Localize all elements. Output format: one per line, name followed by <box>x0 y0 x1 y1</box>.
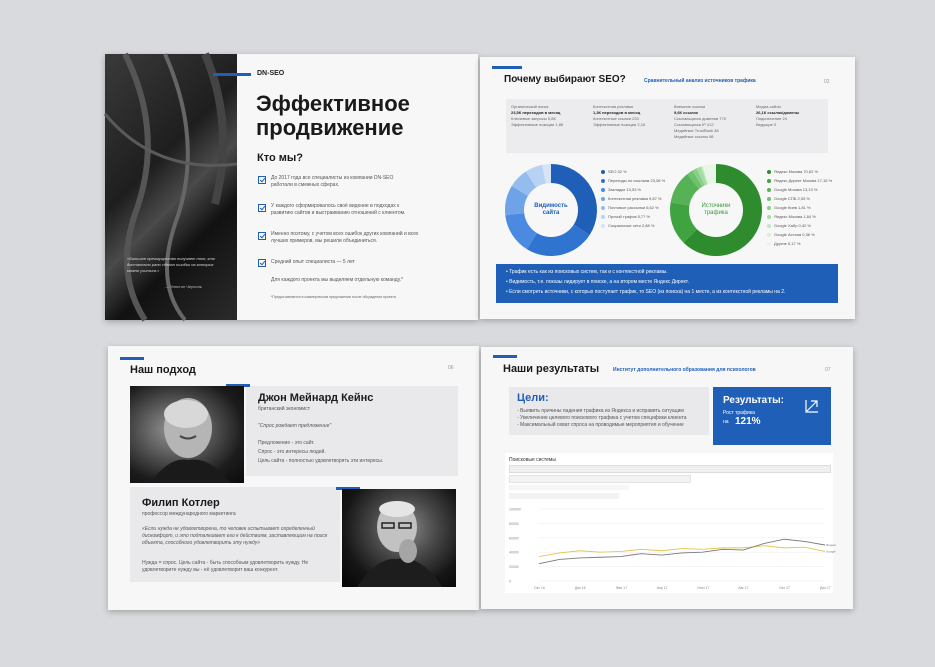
col-row: Подключение 24 <box>756 116 787 121</box>
legend-item <box>767 169 818 174</box>
person1-name: Джон Мейнард Кейнс <box>258 392 374 404</box>
summary-bullet: • Видимость, т.е. показы лидирует в поиске, а на втором месте Яндекс Директ. <box>506 279 689 285</box>
x-tick-label: Дек 17 <box>820 586 831 590</box>
goal-item: - Увеличение целевого поискового трафика с учетом специфики клиента <box>517 415 687 421</box>
who-we-are-heading: Кто мы? <box>257 152 303 164</box>
brochure-page-why-seo <box>480 57 855 319</box>
legend-dot <box>601 206 605 210</box>
goals-title: Цели: <box>517 392 549 404</box>
brochure-page-results <box>481 347 853 609</box>
col-header: Медиа-сайты <box>756 104 781 109</box>
brand-label: DN-SEO <box>257 70 285 77</box>
accent-bar <box>493 355 517 358</box>
person1-text: Цель сайта - полностью удовлетворять эти интересы. <box>258 458 384 464</box>
col-row: Эффективные позиции 1,8К <box>511 122 564 127</box>
col-header: Контекстная реклама <box>593 104 633 109</box>
donut2-label-line: Источники <box>701 203 731 209</box>
headline-line-2: продвижение <box>256 115 404 140</box>
page-subtitle: Институт дополнительного образования для психологов <box>613 367 756 373</box>
donut2-label <box>689 203 743 217</box>
person2-name: Филип Котлер <box>142 497 220 509</box>
series-label: Google <box>826 549 836 554</box>
legend-item <box>601 187 641 192</box>
x-tick-label: Апр 17 <box>656 586 668 590</box>
col-value: 9,6К ссылок <box>674 110 698 115</box>
architecture-photo <box>105 54 237 320</box>
x-tick-label: Дек 16 <box>574 586 586 590</box>
stats-col <box>593 104 668 128</box>
check-icon <box>258 176 266 184</box>
page-subtitle: Сравнительный анализ источников трафика <box>644 78 756 84</box>
point-text: У каждого сформировалось своё видение в подходах к развитию сайтов и выстраиванию отношений с клиентом. <box>271 203 406 216</box>
donut2-label-line: трафика <box>704 210 728 216</box>
person2-text: Нужда = спрос. Цель сайта - быть способным удовлетворить нужду. Не удовлетворите нужду вы - её удовлетворит ваш конкурент. <box>142 560 309 573</box>
x-tick-label: Фев 17 <box>615 586 628 590</box>
col-row: Медийные ссылок 98 <box>674 134 714 139</box>
point-text: Именно поэтому, с учетом всех ошибок других компаний и всех лучших примеров, мы решили объединиться. <box>271 231 419 244</box>
donut1-label-line: сайта <box>542 210 560 216</box>
legend-label: Прочий трафик 5,77 % <box>608 214 651 219</box>
y-tick-label: 0 <box>509 579 511 584</box>
panel-title: Поисковые системы <box>509 457 556 463</box>
col-row: Контекстные ссылки 220 <box>593 116 639 121</box>
footnote: *Предоставляется в коммерческом предложении после обсуждения проекта <box>271 295 396 299</box>
y-tick-label: 80000 <box>509 521 519 526</box>
legend-label: Google Астана 0,36 % <box>774 232 815 237</box>
legend-dot <box>767 170 771 174</box>
legend-dot <box>767 179 771 183</box>
stats-col <box>756 104 826 128</box>
legend-dot <box>767 242 771 246</box>
series-line <box>539 546 825 557</box>
legend-dot <box>767 206 771 210</box>
legend-label: Яндекс Директ Москва 17,15 % <box>774 178 833 183</box>
goals-box <box>509 387 709 435</box>
accent-bar <box>213 73 251 76</box>
x-tick-label: Окт 17 <box>779 586 790 590</box>
trend-up-icon <box>805 399 819 413</box>
brochure-page-approach <box>108 346 479 610</box>
col-row: Ведущие 0 <box>756 122 777 127</box>
col-row: Ссылающихся доменов 770 <box>674 116 726 121</box>
legend-dot <box>767 224 771 228</box>
legend-dot <box>601 188 605 192</box>
person1-text: Спрос - это интересы людей. <box>258 449 326 455</box>
accent-bar <box>492 66 522 69</box>
results-value: 121% <box>735 416 761 427</box>
page-number: 07 <box>825 367 831 373</box>
legend-label: Яндекс Москва 70,62 % <box>774 169 819 174</box>
page-number: 06 <box>448 365 454 371</box>
summary-bullet: • Если смотреть источники, с которых поступает трафик, то SEO (из поиска) на 1 месте, а из контекстной рекламы на 2. <box>506 289 786 295</box>
legend-item <box>601 205 659 210</box>
summary-box <box>496 264 838 303</box>
series-line <box>539 539 825 563</box>
analytics-panel <box>505 453 837 593</box>
legend-item <box>601 214 650 219</box>
legend-item <box>767 241 800 246</box>
keynes-photo <box>130 386 244 483</box>
person1-text: Предложение - это сайт. <box>258 440 315 446</box>
x-tick-label: Окт 16 <box>534 586 545 590</box>
person1-quote: "Спрос рождает предложение" <box>258 423 332 429</box>
legend-label: Google СПБ 2,55 % <box>774 196 810 201</box>
goal-item: - Выявить причины падения трафика из Яндекса и исправить ситуацию <box>517 408 685 414</box>
legend-label: Почтовые рассылки 6,62 % <box>608 205 659 210</box>
person2-quote: «Если нужда не удовлетворена, то человек испытывает определенный дискомфорт, и это подталкивает его к действиям, заставляющим на поиск объекта, способного удовлетворить эту нужду» <box>142 526 328 546</box>
legend-dot <box>601 215 605 219</box>
legend-dot <box>767 233 771 237</box>
legend-item <box>601 196 661 201</box>
legend-item <box>767 187 817 192</box>
results-title: Результаты: <box>723 395 784 406</box>
legend-label: Контекстная реклама 9,87 % <box>608 196 662 201</box>
legend-dot <box>601 170 605 174</box>
col-header: Органический поиск <box>511 104 549 109</box>
team-note: Для каждого проекта мы выделяем отдельную команду.* <box>271 277 404 283</box>
col-row: Медийные TrustRank 38 <box>674 128 719 133</box>
legend-dot <box>601 224 605 228</box>
donut1-label-line: Видимость <box>534 203 568 209</box>
quote-text: «Большое преимущество получает тот, кто достаточно рано сделал ошибки на которых можно учиться.» <box>127 256 215 273</box>
results-box <box>713 387 831 445</box>
legend-item <box>601 223 654 228</box>
y-tick-label: 100000 <box>509 507 521 512</box>
goal-item: - Максимальный охват спроса на проводимые мероприятия и обучение <box>517 422 684 428</box>
person1-role: британский экономист <box>258 406 311 412</box>
stats-col <box>674 104 749 140</box>
headline-line-1: Эффективное <box>256 91 410 116</box>
legend-item <box>601 178 665 183</box>
col-header: Внешние ссылки <box>674 104 706 109</box>
col-value: 1,3К переходов в месяц <box>593 110 641 115</box>
legend-item <box>767 232 815 237</box>
legend-dot <box>601 197 605 201</box>
panel-toolbar <box>509 465 831 473</box>
legend-dot <box>767 197 771 201</box>
page-number: 02 <box>824 79 830 85</box>
page-title: Наши результаты <box>503 363 600 375</box>
x-tick-label: Авг 17 <box>738 586 749 590</box>
legend-label: Социальные сети 2,88 % <box>608 223 655 228</box>
kotler-photo <box>342 489 456 587</box>
legend-item <box>601 169 627 174</box>
series-label: Яндекс <box>826 543 837 547</box>
legend-item <box>767 178 832 183</box>
check-icon <box>258 204 266 212</box>
x-tick-label: Июн 17 <box>697 586 710 590</box>
y-tick-label: 60000 <box>509 536 519 541</box>
legend-label: Закладки 13,53 % <box>608 187 642 192</box>
legend-item <box>767 205 811 210</box>
legend-label: Google Москва 13,13 % <box>774 187 818 192</box>
legend-dot <box>767 188 771 192</box>
accent-bar <box>120 357 144 360</box>
legend-item <box>767 196 810 201</box>
panel-toolbar <box>509 485 629 490</box>
brochure-page-intro <box>105 54 478 320</box>
donut1-label <box>524 203 578 217</box>
legend-label: Переходы по ссылкам 23,08 % <box>608 178 666 183</box>
stats-table <box>506 99 828 153</box>
legend-label: Другие 5,17 % <box>774 241 801 246</box>
col-row: Ключевые запросы 5,8К <box>511 116 556 121</box>
legend-dot <box>601 179 605 183</box>
stats-col <box>511 104 586 128</box>
quote-author: — Уинстон Черчиль <box>165 284 203 289</box>
panel-toolbar <box>509 475 691 483</box>
results-sub: Рост трафика <box>723 410 755 416</box>
y-tick-label: 20000 <box>509 565 519 570</box>
legend-label: Google Хабр 0,42 % <box>774 223 811 228</box>
legend-label: Яндекс Москва 1,84 % <box>774 214 816 219</box>
col-row: Ссылающихся IP 412 <box>674 122 714 127</box>
point-text: До 2017 года все специалисты из компании DN-SEO работали в смежных сферах. <box>271 175 394 188</box>
traffic-line-chart <box>505 501 837 593</box>
legend-label: SEO 32 % <box>608 169 627 174</box>
point-text: Средний опыт специалиста — 5 лет <box>271 259 355 265</box>
page-title: Почему выбирают SEO? <box>504 74 626 85</box>
y-tick-label: 40000 <box>509 550 519 555</box>
col-value: 23,5К переходов в месяц <box>511 110 561 115</box>
legend-item <box>767 214 816 219</box>
legend-dot <box>767 215 771 219</box>
summary-bullet: • Трафик есть как из поисковых систем, так и с контекстной рекламы. <box>506 269 668 275</box>
legend-item <box>767 223 811 228</box>
col-row: Эффективные позиции 2,1К <box>593 122 646 127</box>
person2-role: профессор международного маркетинга <box>142 511 236 517</box>
panel-toolbar <box>509 493 619 499</box>
results-sub: на <box>723 419 729 425</box>
check-icon <box>258 259 266 267</box>
legend-label: Google Киев 1,81 % <box>774 205 811 210</box>
check-icon <box>258 232 266 240</box>
page-title: Наш подход <box>130 364 196 376</box>
col-value: 26,1К ссылок/домены <box>756 110 800 115</box>
